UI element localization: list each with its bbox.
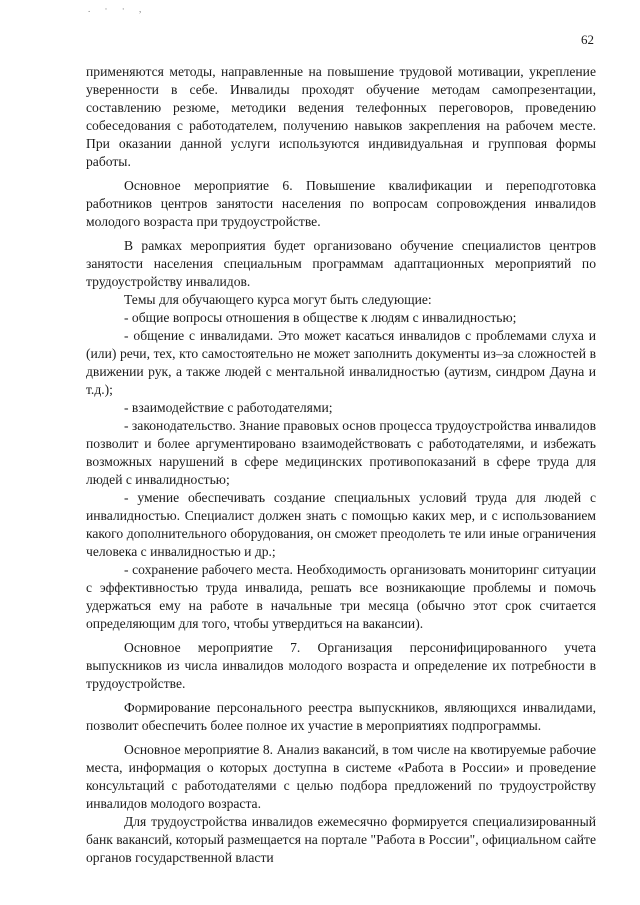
list-item-topic: - взаимодействие с работодателями; <box>124 400 333 415</box>
list-item-topic: - сохранение рабочего места. Необходимость организовать мониторинг ситуации с эффективностью труда инвалида, решать все возникающие проблемы и помочь удержаться ему на работе в начальные три месяца (обычно этот срок считается определяющим для того, чтобы утвердиться на вакансии). <box>86 562 596 631</box>
list-item-topic: - общение с инвалидами. Это может касаться инвалидов с проблемами слуха и (или) речи, тех, кто самостоятельно не может заполнить документы из–за сложностей в движении рук, а также людей с ментальной инвалидностью (аутизм, синдром Дауна и т.д.); <box>86 328 596 397</box>
page-number: 62 <box>581 32 594 47</box>
paragraph-topics-intro: Темы для обучающего курса могут быть следующие: <box>124 292 432 307</box>
list-item-topic: - умение обеспечивать создание специальных условий труда для людей с инвалидностью. Специалист должен знать с помощью каких мер, и с использованием какого дополнительного оборудования, он сможет преодолеть те или иные ограничения человека с инвалидностью и др.; <box>86 490 596 559</box>
paragraph-training: В рамках мероприятия будет организовано обучение специалистов центров занятости населения специальным программам адаптационных мероприятий по трудоустройству инвалидов. <box>86 238 596 289</box>
paragraph-registry: Формирование персонального реестра выпускников, являющихся инвалидами, позволит обеспечить более полное их участие в мероприятиях подпрограммы. <box>86 700 596 733</box>
paragraph-measure-7: Основное мероприятие 7. Организация персонифицированного учета выпускников из числа инвалидов молодого возраста и определение их потребности в трудоустройстве. <box>86 640 596 691</box>
document-body <box>86 63 596 867</box>
scan-artifact: . · · , <box>88 4 148 14</box>
paragraph-continuation: применяются методы, направленные на повышение трудовой мотивации, укрепление уверенности в себе. Инвалиды проходят обучение методам самопрезентации, составлению резюме, методики ведения телефонных переговоров, проведению собеседования с работодателем, получению навыков закрепления на рабочем месте. При оказании данной услуги используются индивидуальная и групповая формы работы. <box>86 64 596 169</box>
list-item-topic: - законодательство. Знание правовых основ процесса трудоустройства инвалидов позволит и более аргументировано взаимодействовать с работодателями, и избежать возможных нарушений в сфере медицинских противопоказаний в сфере труда для людей с инвалидностью; <box>86 418 596 487</box>
paragraph-measure-6: Основное мероприятие 6. Повышение квалификации и переподготовка работников центров занятости населения по вопросам сопровождения инвалидов молодого возраста при трудоустройстве. <box>86 178 596 229</box>
paragraph-vacancy-bank: Для трудоустройства инвалидов ежемесячно формируется специализированный банк вакансий, который размещается на портале "Работа в России", официальном сайте органов государственной власти <box>86 814 596 865</box>
paragraph-measure-8: Основное мероприятие 8. Анализ вакансий, в том числе на квотируемые рабочие места, информация о которых доступна в системе «Работа в России» и проведение консультаций с работодателями с целью подбора предложений по трудоустройству инвалидов молодого возраста. <box>86 742 596 811</box>
list-item-topic: - общие вопросы отношения в обществе к людям с инвалидностью; <box>124 310 517 325</box>
